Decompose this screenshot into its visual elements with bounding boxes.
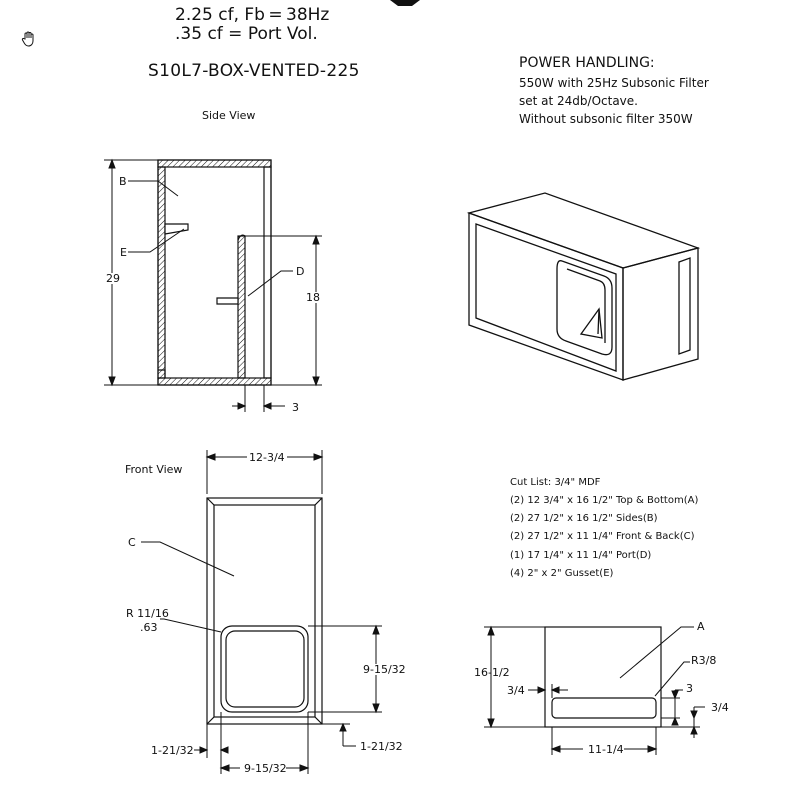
top-radius-label: R3/8: [691, 654, 717, 667]
power-line-3: Without subsonic filter 350W: [519, 112, 693, 126]
front-dim-port-width: 9-15/32: [244, 762, 287, 775]
top-dim-side-offset: 3/4: [507, 684, 525, 697]
side-label-d: D: [296, 265, 305, 278]
model-title: S10L7-BOX-VENTED-225: [148, 61, 360, 81]
front-radius-decimal: .63: [140, 621, 158, 634]
top-dim-slot-offset: 3/4: [711, 701, 729, 714]
side-label-b: B: [119, 175, 127, 188]
front-label-c: C: [128, 536, 136, 549]
cut-list-item: (1) 17 1/4" x 11 1/4" Port(D): [510, 550, 652, 561]
power-line-2: set at 24db/Octave.: [519, 94, 638, 108]
cut-list-item: (2) 27 1/2" x 11 1/4" Front & Back(C): [510, 531, 695, 542]
top-view-drawing: [545, 627, 661, 727]
top-dim-slot-width: 11-1/4: [588, 743, 624, 756]
front-dim-left-offset: 1-21/32: [151, 744, 194, 757]
side-dim-height: 29: [106, 272, 120, 285]
isometric-box-drawing: [469, 193, 698, 380]
power-handling-title: POWER HANDLING:: [519, 55, 655, 71]
front-dim-port-height: 9-15/32: [363, 663, 406, 676]
front-view-title: Front View: [125, 463, 183, 476]
top-dim-slot-height: 3: [686, 682, 693, 695]
power-line-1: 550W with 25Hz Subsonic Filter: [519, 76, 709, 90]
side-view-title: Side View: [202, 109, 256, 122]
cut-list-item: (4) 2" x 2" Gusset(E): [510, 568, 614, 579]
spec-fb-line: 2.25 cf, Fb = 38Hz: [175, 5, 330, 25]
cut-list-title: Cut List: 3/4" MDF: [510, 477, 601, 488]
front-dim-bottom-offset: 1-21/32: [360, 740, 403, 753]
side-dim-port-gap: 3: [292, 401, 299, 414]
cut-list-item: (2) 27 1/2" x 16 1/2" Sides(B): [510, 513, 658, 524]
side-dim-port-height: 18: [306, 291, 320, 304]
top-dim-depth: 16-1/2: [474, 666, 510, 679]
top-label-a: A: [697, 620, 705, 633]
spec-port-volume-line: .35 cf = Port Vol.: [175, 24, 318, 44]
front-view-drawing: [207, 498, 322, 724]
front-dim-width: 12-3/4: [249, 451, 285, 464]
cut-list-item: (2) 12 3/4" x 16 1/2" Top & Bottom(A): [510, 495, 699, 506]
front-radius-label: R 11/16: [126, 607, 169, 620]
side-label-e: E: [120, 246, 127, 259]
